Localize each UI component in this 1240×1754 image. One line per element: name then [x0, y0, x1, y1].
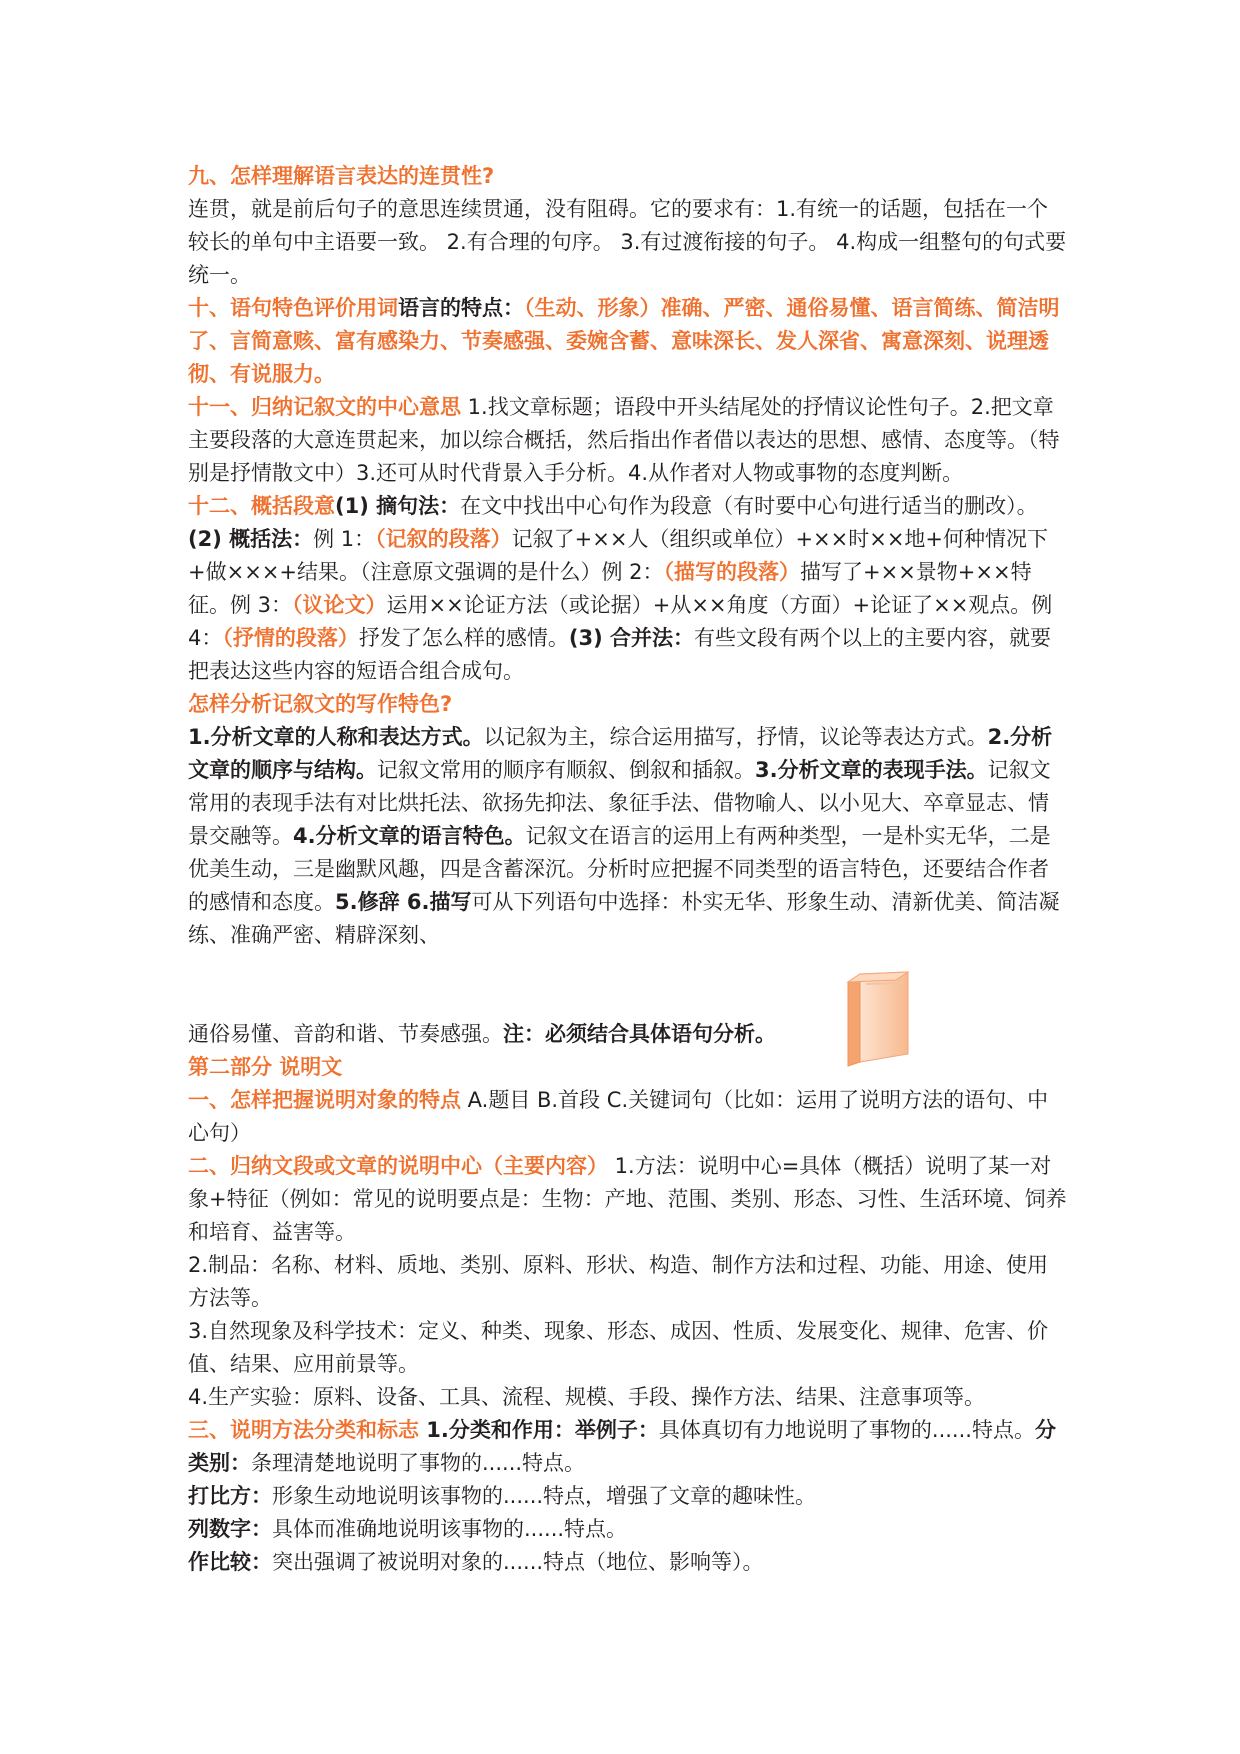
method-metaphor	[188, 1480, 1068, 1513]
method-example-label: 举例子：	[574, 1418, 659, 1442]
section-10-label: 语言的特点：	[398, 296, 524, 320]
method-1-label: (1) 摘句法：	[335, 494, 461, 518]
spacer	[188, 952, 1068, 1018]
method-metaphor-label: 打比方：	[188, 1484, 272, 1508]
method-numbers-label: 列数字：	[188, 1517, 272, 1541]
example-3-text: 运用××论证方法（或论据）+从××角度（方面）+论证了××观点。例 4：	[188, 593, 1053, 650]
writing-point-3-text: 记叙文常用的表现手法有对比烘托法、欲扬先抑法、象征手法、借物喻人、以小见大、卒章显志、情景交融等。	[188, 758, 1051, 848]
writing-heading: 怎样分析记叙文的写作特色?	[188, 692, 453, 716]
section-10	[188, 292, 1068, 391]
writing-point-5-label: 5.修辞 6.描写	[335, 890, 472, 914]
part-2-title: 第二部分 说明文	[188, 1055, 343, 1079]
explain-2	[188, 1150, 1068, 1249]
method-compare-text: 突出强调了被说明对象的......特点（地位、影响等）。	[272, 1550, 764, 1574]
method-metaphor-text: 形象生动地说明该事物的......特点，增强了文章的趣味性。	[272, 1484, 817, 1508]
explain-2-body-1: 1.方法：说明中心=具体（概括）说明了某一对象+特征（例如：常见的说明要点是：生物：产地、范围、类别、形态、习性、生活环境、饲养和培育、益害等。	[188, 1154, 1067, 1244]
writing-point-4-text: 记叙文在语言的运用上有两种类型，一是朴实无华，二是优美生动，三是幽默风趣，四是含蓄深沉。分析时应把握不同类型的语言特色，还要结合作者的感情和态度。	[188, 824, 1051, 914]
writing-point-3-label: 3.分析文章的表现手法。	[755, 758, 988, 782]
method-2-label: (2) 概括法：	[188, 527, 314, 551]
section-11-heading: 十一、归纳记叙文的中心意思	[188, 395, 461, 419]
explain-1	[188, 1084, 1068, 1150]
book-icon	[846, 970, 910, 1068]
section-9-heading: 九、怎样理解语言表达的连贯性?	[188, 164, 495, 188]
explain-2-body-4: 4.生产实验：原料、设备、工具、流程、规模、手段、操作方法、结果、注意事项等。	[188, 1385, 986, 1409]
writing-point-4-label: 4.分析文章的语言特色。	[293, 824, 526, 848]
explain-3-label-1: 1.分类和作用：	[419, 1418, 575, 1442]
example-1-tag: （记叙的段落）	[375, 527, 512, 551]
writing-continued	[188, 1018, 1068, 1051]
writing-point-1-label: 1.分析文章的人称和表达方式。	[188, 725, 484, 749]
method-classify-text: 条理清楚地说明了事物的......特点。	[251, 1451, 586, 1475]
example-2-tag: （描写的段落）	[663, 560, 801, 584]
explain-3-heading: 三、说明方法分类和标志	[188, 1418, 419, 1442]
method-numbers-text: 具体而准确地说明该事物的......特点。	[272, 1517, 628, 1541]
example-4-text: 抒发了怎么样的感情。	[358, 626, 569, 650]
explain-2-body-3: 3.自然现象及科学技术：定义、种类、现象、形态、成因、性质、发展变化、规律、危害、价值、结果、应用前景等。	[188, 1319, 1049, 1376]
example-3-tag: （议论文）	[292, 593, 387, 617]
method-3-text: 有些文段有两个以上的主要内容，就要把表达这些内容的短语合组合成句。	[188, 626, 1051, 683]
section-12-heading: 十二、概括段意	[188, 494, 335, 518]
explain-1-heading: 一、怎样把握说明对象的特点	[188, 1088, 461, 1112]
example-1-text: 记叙了+××人（组织或单位）+××时××地+何种情况下+做×××+结果。（注意原文强调的是什么）例 2：	[188, 527, 1049, 584]
method-1-text: 在文中找出中心句作为段意（有时要中心句进行适当的删改）。	[460, 494, 1038, 518]
section-11-body: 1.找文章标题；语段中开头结尾处的抒情议论性句子。2.把文章主要段落的大意连贯起来，加以综合概括，然后指出作者借以表达的思想、感情、态度等。（特别是抒情散文中）3.还可从时代背景入手分析。4.从作者对人物或事物的态度判断。	[188, 395, 1060, 485]
explain-2-heading: 二、归纳文段或文章的说明中心（主要内容）	[188, 1154, 608, 1178]
writing-point-5-text: 可从下列语句中选择：朴实无华、形象生动、清新优美、简洁凝练、准确严密、精辟深刻、	[188, 890, 1060, 947]
method-example-text: 具体真切有力地说明了事物的......特点。	[658, 1418, 1035, 1442]
example-1-prefix: 例 1：	[313, 527, 376, 551]
section-12	[188, 490, 1068, 688]
document-body	[188, 160, 1068, 1579]
method-compare-label: 作比较：	[188, 1550, 272, 1574]
section-11	[188, 391, 1068, 490]
writing-note: 注：必须结合具体语句分析。	[503, 1022, 776, 1046]
section-10-heading: 十、语句特色评价用词	[188, 296, 398, 320]
example-2-text: 描写了+××景物+××特征。例 3：	[188, 560, 1032, 617]
method-numbers	[188, 1513, 1068, 1546]
writing-body	[188, 721, 1068, 952]
method-compare	[188, 1546, 1068, 1579]
explain-1-body: A.题目 B.首段 C.关键词句（比如：运用了说明方法的语句、中心句）	[188, 1088, 1049, 1145]
method-3-label: (3) 合并法：	[568, 626, 694, 650]
section-9-body: 连贯，就是前后句子的意思连续贯通，没有阻碍。它的要求有：1.有统一的话题，包括在一个较长的单句中主语要一致。 2.有合理的句序。 3.有过渡衔接的句子。 4.构成一组整句的句式要统一。	[188, 197, 1067, 287]
example-4-tag: （抒情的段落）	[222, 626, 359, 650]
writing-point-1-text: 以记叙为主，综合运用描写，抒情，议论等表达方式。	[483, 725, 988, 749]
explain-3	[188, 1414, 1068, 1480]
explain-2-body-2: 2.制品：名称、材料、质地、类别、原料、形状、构造、制作方法和过程、功能、用途、使用方法等。	[188, 1253, 1049, 1310]
writing-point-5-continued: 通俗易懂、音韵和谐、节奏感强。	[188, 1022, 503, 1046]
writing-point-2-text: 记叙文常用的顺序有顺叙、倒叙和插叙。	[377, 758, 755, 782]
writing-point-2-label: 2.分析文章的顺序与结构。	[188, 725, 1053, 782]
method-classify-label: 分类别：	[188, 1418, 1056, 1475]
section-10-body: （生动、形象）准确、严密、通俗易懂、语言简练、简洁明了、言简意赅、富有感染力、节奏感强、委婉含蓄、意味深长、发人深省、寓意深刻、说理透彻、有说服力。	[188, 296, 1060, 386]
